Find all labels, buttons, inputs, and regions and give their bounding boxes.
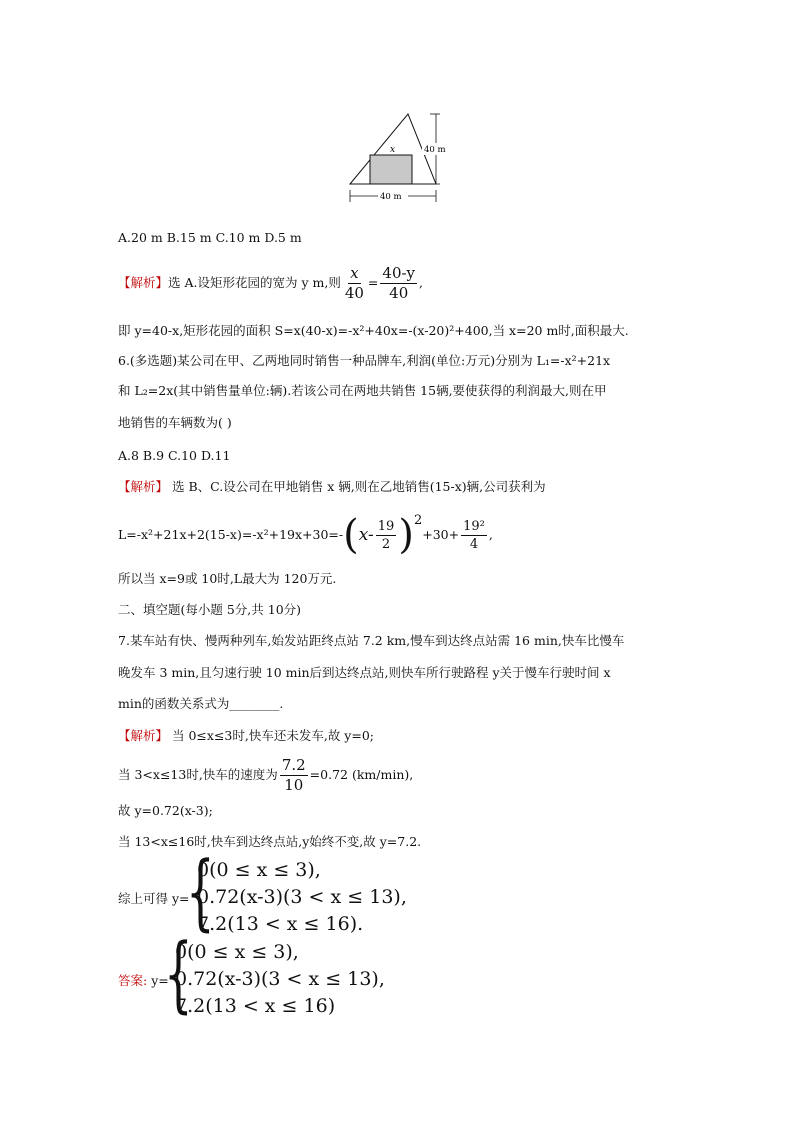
q7-a2-den: 10 (284, 775, 304, 794)
triangle-garden-figure (340, 108, 460, 208)
q7-answer-cases (175, 939, 385, 1020)
rectangle-garden (370, 155, 412, 184)
q7-a2-num: 7.2 (281, 755, 306, 774)
q5-comma: , (419, 275, 424, 291)
q6-frac1-num: 19 (377, 518, 395, 534)
q6-stem-line1: 6.(多选题)某公司在甲、乙两地同时销售一种品牌车,利润(单位:万元)分别为 L₁=-x²+21x (118, 353, 611, 368)
q7-answer-brace: { (164, 927, 193, 1022)
q5-frac2-den: 40 (389, 284, 409, 302)
q5-frac1 (343, 266, 366, 301)
q7-ans2: 0.72(x-3)(3 < x ≤ 13), (175, 968, 385, 990)
q6-frac2-num: 19² (463, 518, 485, 534)
q6-paren-open: ( (343, 512, 359, 558)
q7-stem-line2: 晚发车 3 min,且匀速行驶 10 min后到达终点站,则快车所行驶路程 y关于慢车行驶时间 x (118, 665, 611, 680)
q5-frac2-num: 40-y (382, 264, 416, 282)
q7-stem-line1: 7.某车站有快、慢两种列车,始发站距终点站 7.2 km,慢车到达终点站需 16 min,快车比慢车 (118, 633, 625, 648)
q5-frac1-den: 40 (344, 284, 364, 302)
q6-analysis-tag: 【解析】 (118, 479, 169, 494)
q6-eq-x: x- (358, 524, 374, 545)
section2-title: 二、填空题(每小题 5分,共 10分) (118, 602, 302, 617)
q7-a2-pre: 当 3<x≤13时,快车的速度为 (118, 766, 278, 782)
q7-a2-post: =0.72 (km/min), (309, 766, 414, 782)
q6-sup2: 2 (413, 513, 423, 528)
q6-analysis-text: 选 B、C.设公司在甲地销售 x 辆,则在乙地销售(15-x)辆,公司获利为 (172, 479, 546, 494)
q7-ans3: 7.2(13 < x ≤ 16) (175, 995, 336, 1017)
q7-case2: 0.72(x-3)(3 < x ≤ 13), (197, 886, 407, 908)
q6-analysis-line1 (118, 481, 546, 494)
q7-analysis-line1 (118, 730, 374, 743)
q6-stem-line2: 和 L₂=2x(其中销售量单位:辆).若该公司在两地共销售 15辆,要使获得的利润最大,则在甲 (118, 383, 607, 398)
q7-summary-cases (197, 857, 407, 938)
q5-analysis-line1 (118, 266, 423, 301)
label-height: 40 m (424, 145, 446, 155)
q6-eq-end: , (488, 526, 493, 542)
q6-frac1 (376, 520, 397, 551)
q6-options: A.8 B.9 C.10 D.11 (118, 448, 231, 463)
q5-analysis-tag: 【解析】 (118, 275, 169, 291)
q7-summary-brace: { (186, 845, 215, 940)
q7-summary-label: 综上可得 y= (118, 891, 190, 906)
q7-a2-frac (280, 755, 308, 794)
q5-analysis-text: 选 A.设矩形花园的宽为 y m,则 (168, 275, 341, 291)
q7-analysis-tag: 【解析】 (118, 728, 169, 743)
q6-frac1-den: 2 (381, 536, 391, 552)
q6-stem-line3: 地销售的车辆数为( ) (118, 415, 232, 430)
q6-paren-close: ) (398, 512, 414, 558)
q5-eq: = (367, 275, 379, 291)
q7-analysis-line2 (118, 755, 413, 795)
q7-stem-line3: min的函数关系式为________. (118, 696, 284, 711)
label-x: x (390, 145, 396, 155)
q7-analysis-line3: 故 y=0.72(x-3); (118, 803, 213, 818)
q6-frac2 (461, 520, 487, 551)
q6-eq-left: L=-x²+21x+2(15-x)=-x²+19x+30=- (118, 526, 344, 542)
q7-analysis-a1: 当 0≤x≤3时,快车还未发车,故 y=0; (172, 728, 374, 743)
q7-analysis-line4: 当 13<x≤16时,快车到达终点站,y始终不变,故 y=7.2. (118, 834, 422, 849)
q7-case3: 7.2(13 < x ≤ 16). (197, 913, 364, 935)
q7-case1: 0(0 ≤ x ≤ 3), (197, 859, 321, 881)
q5-options: A.20 m B.15 m C.10 m D.5 m (118, 230, 302, 245)
q7-answer-y: y= (151, 973, 169, 988)
q6-equation (118, 512, 493, 558)
q5-frac2 (380, 266, 417, 301)
q6-eq-mid: +30+ (422, 526, 460, 542)
q7-answer-label (118, 975, 169, 988)
q6-conclusion: 所以当 x=9或 10时,L最大为 120万元. (118, 571, 337, 586)
q6-frac2-den: 4 (469, 536, 479, 552)
q5-frac1-num: x (350, 264, 359, 282)
q7-answer-tag: 答案: (118, 973, 148, 988)
q7-ans1: 0(0 ≤ x ≤ 3), (175, 941, 299, 963)
q5-analysis-line2: 即 y=40-x,矩形花园的面积 S=x(40-x)=-x²+40x=-(x-20)²+400,当 x=20 m时,面积最大. (118, 323, 629, 338)
label-width: 40 m (380, 192, 402, 202)
